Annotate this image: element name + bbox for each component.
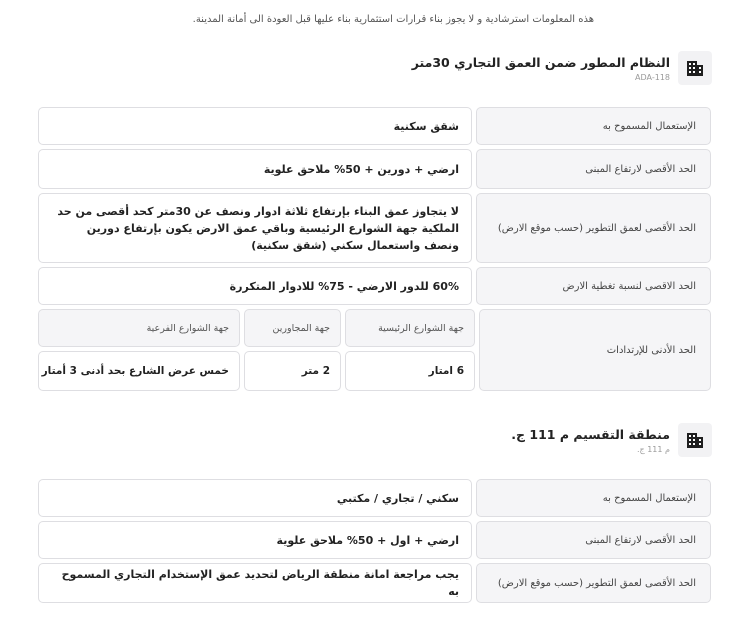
row-label: الحد الأقصى لارتفاع المبنى	[476, 521, 711, 559]
section-header	[412, 48, 712, 88]
row-value: سكني / تجاري / مكتبي	[38, 479, 472, 517]
section-code: ADA-118	[635, 72, 670, 82]
setbacks-grid	[38, 309, 475, 391]
row-value: لا يتجاوز عمق البناء بإرتفاع ثلاثة ادوار ونصف عن 30متر كحد أقصى من حد الملكية جهة الشوارع الرئيسية وباقي عمق الارض يكون بإرتفاع دورين ونصف واستعمال سكني (شقق سكنية)	[38, 193, 472, 263]
section-code: م 111 ج.	[636, 444, 670, 454]
row-label: الإستعمال المسموح به	[476, 479, 711, 517]
setback-header-side-streets: جهة الشوارع الفرعية	[38, 309, 240, 347]
section-title: منطقة التقسيم م 111 ج.	[511, 426, 670, 442]
info-row	[38, 563, 711, 603]
section-header	[511, 420, 712, 460]
info-row	[38, 479, 711, 517]
info-row	[38, 149, 711, 189]
disclaimer-text: هذه المعلومات استرشادية و لا يجوز بناء قرارات استثمارية بناء عليها قبل العودة الى أمانة المدينة.	[192, 14, 594, 25]
setbacks-row	[38, 309, 711, 391]
info-row	[38, 521, 711, 559]
row-label: الحد الأقصى لارتفاع المبنى	[476, 149, 711, 189]
row-label: الحد الأقصى لعمق التطوير (حسب موقع الارض)	[476, 563, 711, 603]
row-value: شقق سكنية	[38, 107, 472, 145]
setback-header-neighbors: جهة المجاورين	[244, 309, 341, 347]
row-value: ارضي + دورين + 50% ملاحق علوية	[38, 149, 472, 189]
building-icon	[678, 423, 712, 457]
row-value: 60% للدور الارضي - 75% للادوار المتكررة	[38, 267, 472, 305]
row-value: ارضي + اول + 50% ملاحق علوية	[38, 521, 472, 559]
row-label: الإستعمال المسموح به	[476, 107, 711, 145]
row-label: الحد الأقصى لعمق التطوير (حسب موقع الارض)	[476, 193, 711, 263]
building-icon	[678, 51, 712, 85]
section-title: النظام المطور ضمن العمق التجاري 30متر	[411, 54, 670, 70]
row-value: يجب مراجعة امانة منطقة الرياض لتحديد عمق الإستخدام التجاري المسموح به	[38, 563, 472, 603]
info-row	[38, 193, 711, 263]
setbacks-label: الحد الأدنى للإرتدادات	[479, 309, 711, 391]
setback-value-side-streets: خمس عرض الشارع بحد أدنى 3 أمتار	[38, 351, 240, 391]
row-label: الحد الاقصى لنسبة تغطية الارض	[476, 267, 711, 305]
info-row	[38, 107, 711, 145]
setback-header-main-streets: جهة الشوارع الرئيسية	[345, 309, 475, 347]
setback-value-neighbors: 2 متر	[244, 351, 341, 391]
setback-value-main-streets: 6 امتار	[345, 351, 475, 391]
info-row	[38, 267, 711, 305]
